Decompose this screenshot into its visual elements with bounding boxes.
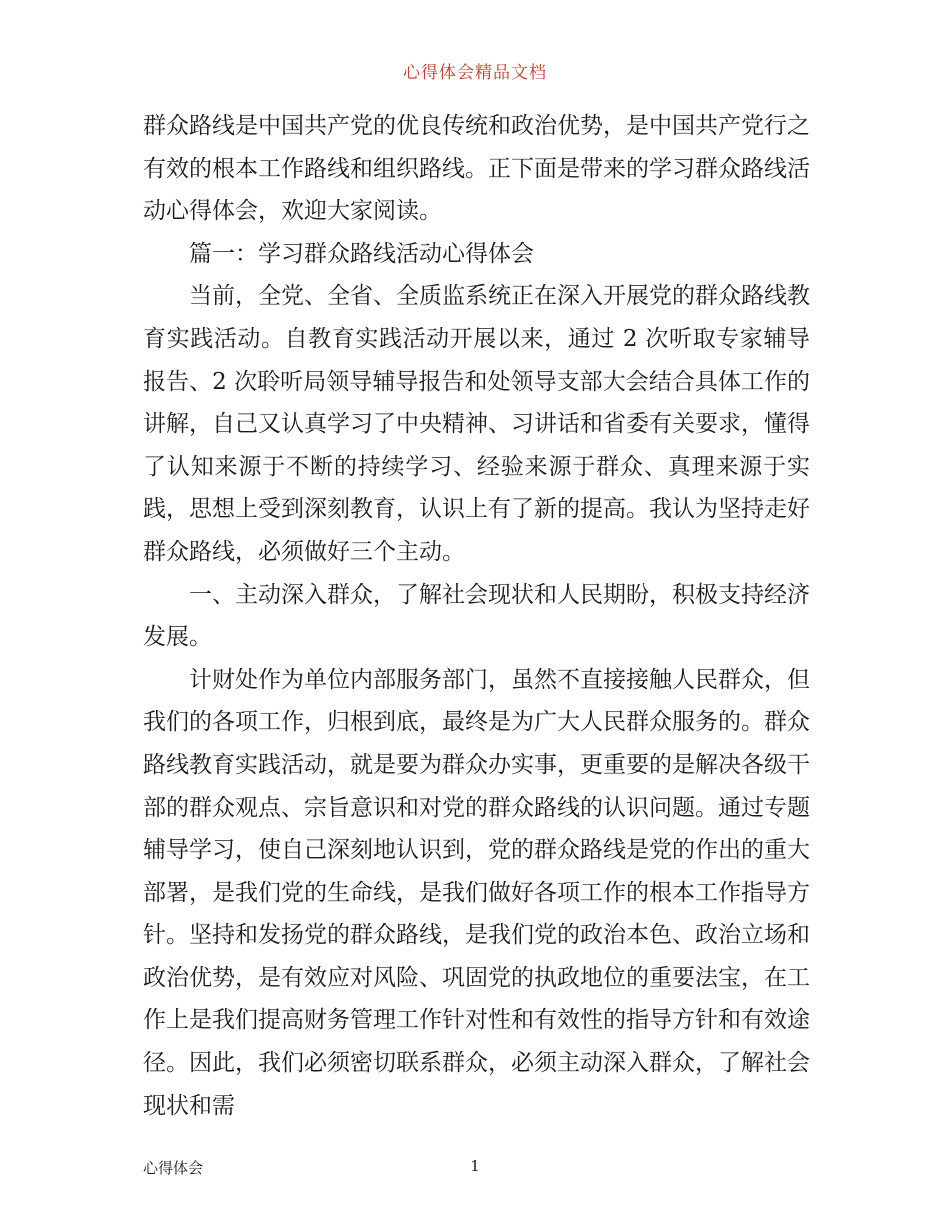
footer-label: 心得体会 <box>143 1159 204 1177</box>
body-paragraph-finance: 计财处作为单位内部服务部门，虽然不直接接触人民群众，但我们的各项工作，归根到底，最终是为广大人民群众服务的。群众路线教育实践活动，就是要为群众办实事，更重要的是解决各级干部的群众观点、宗旨意识和对党的群众路线的认识问题。通过专题辅导学习，使自己深刻地认识到，党的群众路线是党的作出的重大部署，是我们党的生命线，是我们做好各项工作的根本工作指导方针。坚持和发扬党的群众路线，是我们党的政治本色、政治立场和政治优势，是有效应对风险、巩固党的执政地位的重要法宝，在工作上是我们提高财务管理工作针对性和有效性的指导方针和有效途径。因此，我们必须密切联系群众，必须主动深入群众，了解社会现状和需 <box>143 666 810 1119</box>
page-header-title: 心得体会精品文档 <box>403 63 547 83</box>
section-heading: 篇一：学习群众路线活动心得体会 <box>189 240 534 267</box>
document-body <box>143 105 810 1127</box>
page-number: 1 <box>470 1157 480 1175</box>
point-heading-one: 一、主动深入群众，了解社会现状和人民期盼，积极支持经济发展。 <box>143 581 810 651</box>
body-paragraph-current: 当前，全党、全省、全质监系统正在深入开展党的群众路线教育实践活动。自教育实践活动开展以来，通过 2 次听取专家辅导报告、2 次聆听局领导辅导报告和处领导支部大会结合具体工作的讲解，自己又认真学习了中央精神、习讲话和省委有关要求，懂得了认知来源于不断的持续学习、经验来源于群众、真理来源于实践，思想上受到深刻教育，认识上有了新的提高。我认为坚持走好群众路线，必须做好三个主动。 <box>143 283 810 565</box>
intro-paragraph: 群众路线是中国共产党的优良传统和政治优势，是中国共产党行之有效的根本工作路线和组织路线。正下面是带来的学习群众路线活动心得体会，欢迎大家阅读。 <box>143 113 810 225</box>
